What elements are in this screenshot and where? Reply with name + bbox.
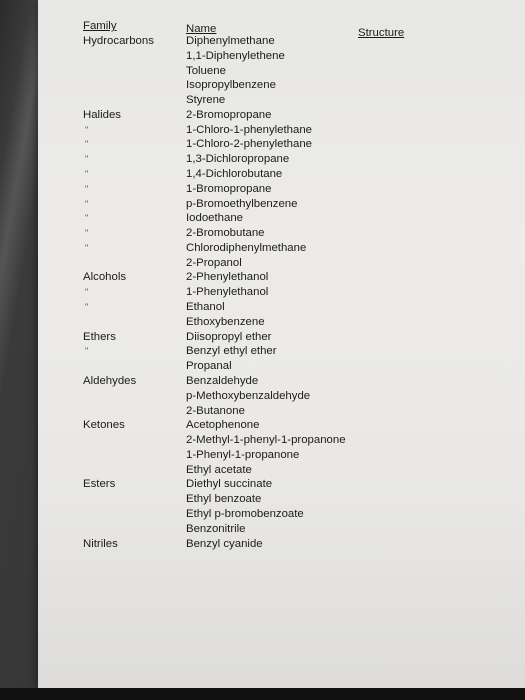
ditto-mark: " (85, 169, 89, 180)
compound-name: 2-Bromopropane (186, 108, 272, 121)
compound-name: Styrene (186, 94, 226, 107)
ditto-mark: " (85, 139, 89, 150)
compound-name: Benzyl cyanide (186, 537, 263, 550)
compound-name: Propanal (186, 360, 232, 373)
compound-name: Toluene (186, 64, 226, 77)
compound-name: Ethyl benzoate (186, 493, 262, 506)
compound-name: 1,4-Dichlorobutane (186, 168, 283, 181)
compound-name: Diethyl succinate (186, 478, 273, 491)
compound-name: 1-Phenylethanol (186, 286, 269, 299)
family-label: Esters (83, 478, 116, 491)
compound-name: Benzonitrile (186, 522, 246, 535)
compound-name: 1,3-Dichloropropane (186, 153, 290, 166)
ditto-mark: " (85, 154, 89, 165)
compound-name: 2-Butanone (186, 404, 245, 417)
compound-name: Diisopropyl ether (186, 330, 272, 343)
ditto-mark: " (85, 183, 89, 194)
compound-name: 1-Bromopropane (186, 182, 272, 195)
family-label: Ketones (83, 419, 125, 432)
compound-name: 1-Chloro-2-phenylethane (186, 138, 313, 151)
family-label: Hydrocarbons (83, 35, 154, 47)
ditto-mark: " (85, 287, 89, 298)
compound-name: Iodoethane (186, 212, 244, 225)
compound-name: Acetophenone (186, 419, 260, 432)
compound-name: Benzyl ethyl ether (186, 345, 277, 358)
compound-name: 2-Bromobutane (186, 227, 265, 240)
header-name: Name (186, 23, 217, 35)
compound-name: 2-Phenylethanol (186, 271, 269, 284)
ditto-mark: " (85, 228, 89, 239)
compound-name: Benzaldehyde (186, 374, 259, 387)
compound-name: p-Methoxybenzaldehyde (186, 389, 311, 402)
family-label: Alcohols (83, 271, 127, 284)
ditto-mark: " (85, 213, 89, 224)
compound-name: 1,1-Diphenylethene (186, 49, 285, 62)
ditto-mark: " (85, 124, 89, 135)
compound-name: Ethyl acetate (186, 463, 252, 476)
compound-name: Ethanol (186, 301, 225, 314)
compound-name: Chlorodiphenylmethane (186, 241, 307, 254)
ditto-mark: " (85, 302, 89, 313)
ditto-mark: " (85, 346, 89, 357)
compound-name: Ethoxybenzene (186, 315, 265, 328)
compound-name: Diphenylmethane (186, 35, 275, 47)
family-label: Aldehydes (83, 374, 137, 387)
compound-name: 1-Chloro-1-phenylethane (186, 123, 313, 136)
family-label: Halides (83, 108, 121, 121)
family-label: Ethers (83, 330, 116, 343)
ditto-mark: " (85, 198, 89, 209)
header-family: Family (83, 20, 117, 32)
compound-name: 1-Phenyl-1-propanone (186, 448, 300, 461)
compound-name: Isopropylbenzene (186, 79, 276, 92)
compound-name: 2-Methyl-1-phenyl-1-propanone (186, 434, 346, 447)
compound-name: p-Bromoethylbenzene (186, 197, 298, 210)
family-label: Nitriles (83, 537, 118, 550)
compound-name: Ethyl p-bromobenzoate (186, 507, 304, 520)
table-edge (0, 688, 525, 700)
compound-name: 2-Propanol (186, 256, 242, 269)
header-structure: Structure (358, 27, 405, 39)
ditto-mark: " (85, 242, 89, 253)
